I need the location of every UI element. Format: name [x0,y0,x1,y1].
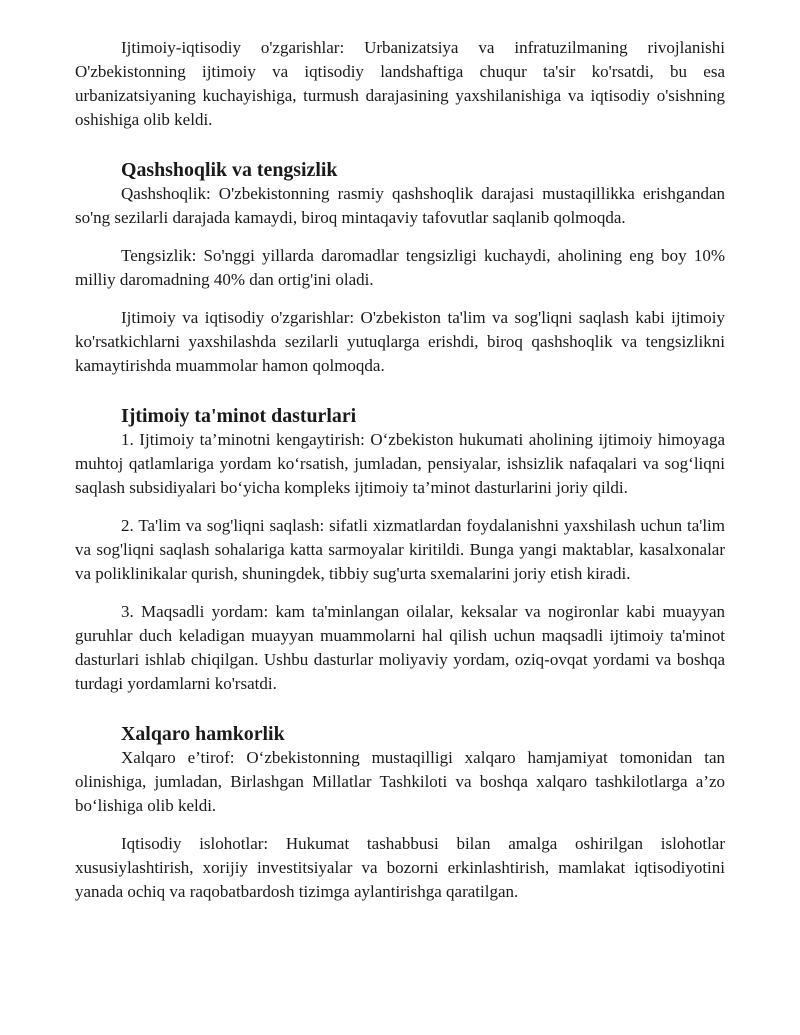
paragraph-international-recognition: Xalqaro e’tirof: O‘zbekistonning mustaqilligi xalqaro hamjamiyat tomonidan tan olinishiga, jumladan, Birlashgan Millatlar Tashkiloti va boshqa xalqaro tashkilotlarga a’zo bo‘lishiga olib keldi. [75,748,725,815]
paragraph-expanding-social-security: 1. Ijtimoiy ta’minotni kengaytirish: O‘zbekiston hukumati aholining ijtimoiy himoyaga muhtoj qatlamlariga yordam ko‘rsatish, jumladan, pensiyalar, ishsizlik nafaqalari va sog‘liqni saqlash subsidiyalari bo‘yicha kompleks ijtimoiy ta’minot dasturlarini joriy qildi. [75,430,725,497]
document-page [75,36,725,904]
paragraph-inequality: Tengsizlik: So'nggi yillarda daromadlar tengsizligi kuchaydi, aholining eng boy 10% milliy daromadning 40% dan ortig'ini oladi. [75,246,725,289]
heading-social-security-programs: Ijtimoiy ta'minot dasturlari [121,405,357,427]
paragraph-socioeconomic-changes: Ijtimoiy-iqtisodiy o'zgarishlar: Urbanizatsiya va infratuzilmaning rivojlanishi O'zbekistonning ijtimoiy va iqtisodiy landshaftiga chuqur ta'sir ko'rsatdi, bu esa urbanizatsiyaning kuchayishiga, turmush darajasining yaxshilanishiga va iqtisodiy o'sishning oshishiga olib keldi. [75,38,725,129]
paragraph-poverty: Qashshoqlik: O'zbekistonning rasmiy qashshoqlik darajasi mustaqillikka erishgandan so'ng sezilarli darajada kamaydi, biroq mintaqaviy tafovutlar saqlanib qolmoqda. [75,184,725,227]
paragraph-targeted-assistance: 3. Maqsadli yordam: kam ta'minlangan oilalar, keksalar va nogironlar kabi muayyan guruhlar duch keladigan muayyan muammolarni hal qilish uchun maqsadli ijtimoiy ta'minot dasturlari ishlab chiqilgan. Ushbu dasturlar moliyaviy yordam, oziq-ovqat yordami va boshqa turdagi yordamlarni ko'rsatdi. [75,602,725,693]
heading-poverty-inequality: Qashshoqlik va tengsizlik [121,159,338,181]
heading-international-cooperation: Xalqaro hamkorlik [121,723,285,745]
paragraph-economic-reforms: Iqtisodiy islohotlar: Hukumat tashabbusi bilan amalga oshirilgan islohotlar xususiylashtirish, xorijiy investitsiyalar va bozorni erkinlashtirish, mamlakat iqtisodiyotini yanada ochiq va raqobatbardosh tizimga aylantirishga qaratilgan. [75,834,725,901]
paragraph-social-economic-changes: Ijtimoiy va iqtisodiy o'zgarishlar: O'zbekiston ta'lim va sog'liqni saqlash kabi ijtimoiy ko'rsatkichlarni yaxshilashda sezilarli yutuqlarga erishdi, biroq qashshoqlik va tengsizlikni kamaytirishda muammolar hamon qolmoqda. [75,308,725,375]
paragraph-education-health: 2. Ta'lim va sog'liqni saqlash: sifatli xizmatlardan foydalanishni yaxshilash uchun ta'lim va sog'liqni saqlash sohalariga katta sarmoyalar kiritildi. Bunga yangi maktablar, kasalxonalar va poliklinikalar qurish, shuningdek, tibbiy sug'urta sxemalarini joriy etish kiradi. [75,516,725,583]
